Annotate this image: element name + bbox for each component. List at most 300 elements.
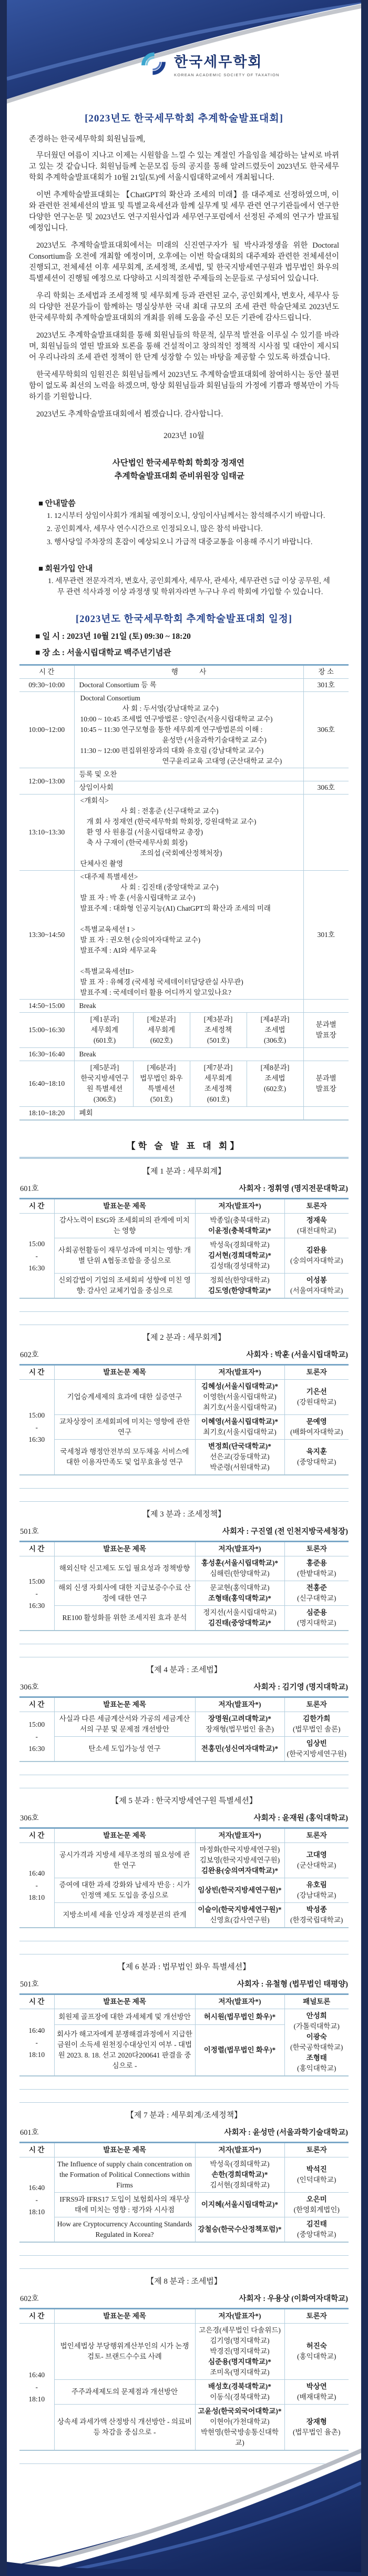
paper-title: 주주과세제도의 문제점과 개선방안 (54, 2380, 195, 2405)
paper-title: 법인세법상 부당행위계산부인의 시가 논쟁 검토- 브랜드수수료 사례 (54, 2324, 195, 2380)
schedule-event-line: 개 회 사 정재연 (한국세무학회 학회장, 강원대학교 교수) (86, 818, 257, 826)
letter-paragraph: 2023년도 추계학술발표대회를 통해 회원님들의 학문적, 실무적 발전을 이루실 수 있기를 바라며, 회원님들의 열띤 발표와 토론을 통해 건설적이고 창의적인 정책적 시사점 및 대안이 제시되어 우리나라의 조세 관련 정책이 한 단계 성장할 수 있는 바탕을 제공할 수 있도록 하겠습니다. (29, 331, 339, 362)
schedule-col-header: 행 사 (74, 665, 303, 679)
author: 이혜영(서울시립대학교)* (201, 1418, 279, 1426)
session-block (7, 1508, 361, 1631)
session-col-header: 발표논문 제목 (54, 1697, 195, 1712)
conference-title: 【학 술 발 표 대 회】 (126, 1141, 242, 1151)
letter-date: 2023년 10월 (163, 432, 205, 440)
schedule-event-line: 사 회 : 전홍준 (신구대학교 교수) (120, 807, 219, 815)
author: 김보영(한국지방세연구원) (199, 1856, 280, 1864)
schedule-room: 306호 (303, 781, 349, 795)
header-banner (7, 0, 361, 105)
letter-paragraph: 이번 추계학술발표대회는 【ChatGPT의 확산과 조세의 미래】를 대주제로 선정하였으며, 이와 관련한 전체세션의 발표 및 특별교육세션과 함께 실무계 및 세무 관련 연구기관들에서 연구한 다양한 연구논문 및 2023년도 연구지원사업과 세무연구포럼에서 선정된 주제의 연구가 발표될 예정입니다. (29, 191, 339, 232)
paper-row (19, 2193, 349, 2217)
discussant: 김진태 (중앙대학교) (284, 2217, 349, 2243)
author: 김도영(한양대학교)* (208, 1287, 272, 1295)
paper-title: 감사노력이 ESG와 조세회피의 관계에 미치는 영향 (54, 1214, 195, 1238)
schedule-event-line: 발 표 자 : 유혜경 (국세청 국세데이터담당관실 사무관) (80, 978, 243, 986)
discussant: 오은미 (한영회계법인) (284, 2193, 349, 2217)
letter-title: [2023년도 한국세무학회 추계학술발표대회] (85, 113, 283, 124)
session-header-row (19, 2143, 349, 2157)
session-moderator: 사회자 : 박훈 (서울시립대학교) (246, 1351, 348, 1359)
society-name: 한국세무학회 (174, 54, 263, 70)
sessions-container (7, 1165, 361, 2464)
discussant: 허진숙 (홍익대학교) (284, 2324, 349, 2380)
author: 박현영(한국방송통신대학교) (201, 2428, 279, 2447)
paper-authors (195, 1440, 284, 1475)
session-table (19, 1827, 349, 1928)
session-table (19, 1696, 349, 1762)
author: 정희선(한양대학교) (210, 1276, 270, 1284)
session-time: 16:40 - 18:10 (19, 2324, 54, 2451)
paper-row (19, 1440, 349, 1475)
author: 홍성훈(서울시립대학교)* (201, 1559, 279, 1567)
letter-paragraphs (7, 150, 361, 420)
schedule-track: [제1분과] 세무회계 (601호) (77, 1013, 134, 1047)
session-block (7, 2275, 361, 2451)
schedule-row (19, 795, 349, 871)
paper-row (19, 1238, 349, 1274)
schedule-event-line: 사 회 : 두서영(강남대학교 교수) (122, 705, 219, 712)
paper-authors (195, 2380, 284, 2405)
paper-row (19, 1712, 349, 1737)
author: 김성태(경성대학교) (210, 1262, 270, 1270)
session-table (19, 2308, 349, 2451)
session-header-row (19, 1697, 349, 1712)
author: 심해린(한양대학교) (210, 1570, 270, 1577)
author: 이동식(경북대학교) (210, 2393, 270, 2401)
session-room: 501호 (20, 1528, 39, 1536)
schedule-room: 306호 (303, 692, 349, 768)
paper-authors (195, 2025, 284, 2076)
session-col-header: 시 간 (19, 2143, 54, 2157)
membership-section (7, 563, 361, 598)
author: 강철승(한국수산정책포럼)* (198, 2225, 282, 2233)
session-room: 602호 (20, 1351, 39, 1359)
author: 임상빈(한국지방세연구원)* (198, 1886, 282, 1894)
schedule-event-line: <특별교육세션II> (80, 968, 134, 975)
schedule-time: 13:10~13:30 (19, 795, 74, 871)
author: 최기호(서울시립대학교) (203, 1428, 277, 1436)
discussant: 유호림 (강남대학교) (284, 1878, 349, 1903)
session-moderator: 사회자 : 윤성만 (서울과학기술대학교) (224, 2129, 348, 2137)
author: 조형태(홍익대학교)* (208, 1594, 272, 1602)
discussant: 심준용 (명지대학교) (284, 1606, 349, 1631)
author: 심준용(명지대학교)* (208, 2358, 272, 2366)
session-room: 601호 (20, 2129, 39, 2137)
session-col-header: 토론자 (284, 2143, 349, 2157)
membership-item: 1. 세무관련 전문자격자, 변호사, 공인회계사, 세무사, 관세사, 세무관련 5급 이상 공무원, 세무 관련 석사과정 이상 과정생 및 학위자라면 누구나 우리 학회에 가입할 수 있습니다. (48, 577, 330, 596)
author: 이현아(가천대학교) (210, 2418, 270, 2426)
schedule-event-line: 11:30 ~ 12:00 편집위원장과의 대화 유호림 (강남대학교 교수) (80, 747, 264, 755)
session-col-header: 토론자 (284, 1542, 349, 1556)
schedule-room: 301호 (303, 679, 349, 692)
author: 배성호(경북대학교)* (208, 2382, 272, 2390)
schedule-room (303, 1000, 349, 1013)
schedule-event-line: 발표주제 : 대화형 인공지능(AI) ChatGPT의 확산과 조세의 미래 (80, 904, 271, 912)
paper-authors (195, 1843, 284, 1878)
schedule-track: [제2분과] 세무회계 (602호) (134, 1013, 190, 1047)
session-col-header: 발표논문 제목 (54, 1828, 195, 1843)
author: 고은경(세무법인 다솔위드) (199, 2326, 281, 2334)
session-col-header: 저자(발표자*) (195, 1365, 284, 1380)
notice-section (7, 497, 361, 548)
session-moderator: 사회자 : 우용상 (이화여자대학교) (239, 2295, 348, 2303)
paper-title: 증여에 대한 과세 강화와 납세자 반응 : 시가인정액 제도 도입을 중심으로 (54, 1878, 195, 1903)
author: 박준령(서원대학교) (210, 1463, 270, 1471)
paper-authors (195, 2324, 284, 2380)
schedule-track: [제4분과] 조세법 (306호) (260, 1015, 290, 1044)
session-time: 16:40 - 18:10 (19, 1843, 54, 1928)
session-header: 【제 1 분과 : 세무회계】 (142, 1167, 226, 1176)
schedule-event-line: 발표주제 : 국세데이터 활용 어디까지 알고있나요? (80, 989, 231, 996)
session-header: 【제 8 분과 : 조세법】 (146, 2277, 222, 2286)
paper-row (19, 1581, 349, 1606)
author: 이정렬(법무법인 화우)* (203, 2046, 276, 2054)
paper-row (19, 1737, 349, 1762)
author: 고윤성(한국외국어대학교)* (198, 2407, 282, 2415)
paper-title: IFRS9과 IFRS17 도입이 보험회사의 재무상태에 미치는 영향 : 평가와 시사점 (54, 2193, 195, 2217)
session-col-header: 토론자 (284, 1697, 349, 1712)
session-col-header: 저자(발표자*) (195, 1828, 284, 1843)
session-moderator: 사회자 : 유철형 (법무법인 태평양) (237, 1980, 348, 1989)
session-block (7, 1664, 361, 1762)
session-col-header: 저자(발표자*) (195, 2309, 284, 2324)
letter-paragraph: 한국세무학회의 임원진은 회원님들께서 2023년도 추계학술발표대회에 참여하시는 동안 불편함이 없도록 최선의 노력을 하겠으며, 항상 회원님들과 회원님들의 가정에 기쁨과 행복만이 가득하기를 기원합니다. (29, 371, 339, 401)
author: 선은교(강동대학교) (210, 1453, 270, 1461)
society-logo-icon (138, 48, 169, 79)
author: 전홍민(성신여자대학교)* (201, 1745, 279, 1753)
paper-authors (195, 2157, 284, 2193)
session-room: 501호 (20, 1980, 39, 1989)
paper-authors (195, 2405, 284, 2451)
author: 최기호(서울시립대학교) (203, 1403, 277, 1411)
author: 이영한(서울시립대학교) (203, 1393, 277, 1401)
author: 이윤정(충북대학교)* (208, 1227, 272, 1235)
session-col-header: 저자(발표자*) (195, 2143, 284, 2157)
letter-paragraph: 우리 학회는 조세법과 조세정책 및 세무회계 등과 관련된 교수, 공인회계사, 변호사, 세무사 등의 다양한 전문가들이 함께하는 명실상부한 국내 최대 규모의 조세 관련 학술단체로 2023년도 한국세무학회 추계학술발표대회의 개최를 위해 도움을 주신 모든 기관에 감사드립니다. (29, 292, 339, 322)
section-divider (19, 1775, 349, 1788)
schedule-track: [제3분과] 조세정책 (501호) (190, 1013, 247, 1047)
session-header: 【제 3 분과 : 조세정책】 (142, 1510, 226, 1519)
letter-paragraph: 2023년도 추계학술발표대회에서 뵙겠습니다. 감사합니다. (36, 410, 223, 419)
schedule-event-line: <개회식> (80, 797, 109, 805)
schedule-datetime: ■ 일 시 : 2023년 10월 21일 (토) 09:30 ~ 18:20 (35, 632, 191, 641)
discussant: 기은선 (강원대학교) (284, 1380, 349, 1415)
session-col-header: 패널토론 (284, 1994, 349, 2009)
schedule-event-line: <대주제 특별세션> (80, 873, 138, 881)
society-logo-text (174, 50, 280, 77)
schedule-room (303, 1107, 349, 1121)
session-table (19, 1364, 349, 1475)
paper-row (19, 2009, 349, 2025)
session-col-header: 토론자 (284, 2309, 349, 2324)
paper-row (19, 1903, 349, 1928)
schedule-event: 등록 및 오찬 (74, 768, 303, 781)
paper-title: 사회공헌활동이 재무성과에 미치는 영향: 개별 단위 A협동조합을 중심으로 (54, 1238, 195, 1274)
discussant: 박성종 (한경국립대학교) (284, 1903, 349, 1928)
letter-paragraph: 무더웠던 여름이 지나고 이제는 시원함을 느낄 수 있는 계절인 가을임을 체감하는 날씨로 바뀌고 있는 것 같습니다. 회원님들께 논문모집 등의 공지를 통해 알려드렸듯이 2023년도 한국세무학회 추계학술발표대회가 10월 21일(토)에 서울시립대학교에서 개최됩니다. (29, 151, 339, 182)
schedule-table-body (19, 665, 349, 1121)
author: 박종일(충북대학교) (210, 1216, 270, 1224)
schedule-room (303, 795, 349, 871)
letter-greeting: 존경하는 한국세무학회 회원님들께, (29, 135, 145, 144)
discussant: 임상빈 (한국지방세연구원) (284, 1737, 349, 1762)
schedule-col-header: 장 소 (303, 665, 349, 679)
author: 김기영(명지대학교) (210, 2337, 270, 2345)
schedule-event-line: 환 영 사 원용걸 (서울시립대학교 총장) (86, 828, 203, 836)
schedule-row (19, 1061, 349, 1107)
schedule-event (74, 692, 303, 768)
signature-line-chair: 추계학술발표대회 준비위원장 임태균 (114, 472, 244, 481)
schedule-table (19, 664, 349, 1121)
schedule-event: Doctoral Consortium 등 록 (74, 679, 303, 692)
session-moderator: 사회자 : 김기영 (명지대학교) (253, 1683, 348, 1692)
session-block (7, 1795, 361, 1928)
section-divider (19, 1941, 349, 1954)
paper-title: The Influence of supply chain concentration on the Formation of Political Connections within Firms (54, 2157, 195, 2193)
paper-row (19, 2324, 349, 2380)
society-logo (138, 48, 280, 79)
session-block (7, 2109, 361, 2243)
session-header: 【제 4 분과 : 조세법】 (146, 1666, 222, 1674)
signature-block (7, 456, 361, 483)
author: 박성욱(경희대학교) (210, 1241, 270, 1249)
paper-authors (195, 2009, 284, 2025)
session-table (19, 1993, 349, 2076)
schedule-event-line: 10:00 ~ 10:45 조세법 연구방법론 : 양인준(서울시립대학교 교수) (80, 715, 273, 723)
session-table (19, 1541, 349, 1631)
schedule-row (19, 871, 349, 1000)
membership-title: ■ 회원가입 안내 (38, 565, 93, 573)
schedule-event: Break (74, 1000, 303, 1013)
author: 김서현(경희대학교)* (208, 1251, 272, 1259)
schedule-row (19, 1048, 349, 1061)
paper-row (19, 2217, 349, 2243)
session-room: 306호 (20, 1683, 39, 1692)
discussant: 전홍준 (신구대학교) (284, 1581, 349, 1606)
session-room: 306호 (20, 1814, 39, 1822)
paper-row (19, 1415, 349, 1440)
paper-title: How are Cryptocurrency Accounting Standards Regulated in Korea? (54, 2217, 195, 2243)
author: 박경진(명지대학교) (210, 2347, 270, 2355)
paper-row (19, 1380, 349, 1415)
schedule-event-line: Doctoral Consortium (80, 694, 140, 702)
section-divider (19, 1488, 349, 1502)
session-col-header: 저자(발표자*) (195, 1697, 284, 1712)
schedule-track: [제7분과] 세무회계 조세정책 (601호) (190, 1061, 247, 1106)
session-col-header: 시 간 (19, 1994, 54, 2009)
author: 허시원(법무법인 화우)* (203, 2012, 276, 2021)
paper-title: 공시가격과 지방세 세무조정의 필요성에 관한 연구 (54, 1843, 195, 1878)
session-table (19, 2142, 349, 2243)
section-divider (19, 2255, 349, 2269)
schedule-time: 14:50~15:00 (19, 1000, 74, 1013)
author: 변정희(단국대학교)* (208, 1442, 272, 1450)
paper-row (19, 1274, 349, 1299)
schedule-time: 10:00~12:00 (19, 692, 74, 768)
author: 마정화(한국지방세연구원) (199, 1846, 280, 1854)
paper-row (19, 2157, 349, 2193)
schedule-event-line: 단체사진 촬영 (80, 860, 124, 868)
schedule-col-header: 시 간 (19, 665, 74, 679)
paper-title: 해외 신생 자회사에 대한 지급보증수수료 산정에 대한 연구 (54, 1581, 195, 1606)
schedule-event: 폐회 (74, 1107, 303, 1121)
session-col-header: 토론자 (284, 1828, 349, 1843)
session-header: 【제 5 분과 : 한국지방세연구원 특별세션】 (111, 1797, 257, 1805)
paper-row (19, 1556, 349, 1581)
session-time: 16:40 - 18:10 (19, 2157, 54, 2243)
schedule-time: 12:00~13:00 (19, 768, 74, 795)
signature-line-president: 사단법인 한국세무학회 학회장 정재연 (112, 459, 244, 467)
session-col-header: 저자(발표자*) (195, 1994, 284, 2009)
author: 문교현(홍익대학교) (210, 1584, 270, 1592)
discussant: 문예영 (배화여자대학교) (284, 1415, 349, 1440)
session-moderator: 사회자 : 구진열 (전 인천지방국세청장) (222, 1528, 348, 1536)
author: 김혜성(서울시립대학교)* (201, 1382, 279, 1390)
schedule-room: 분과별 발표장 (303, 1061, 349, 1107)
schedule-row (19, 1000, 349, 1013)
session-room: 601호 (20, 1185, 39, 1193)
paper-authors (195, 2193, 284, 2217)
session-header: 【제 7 분과 : 세무회계/조세정책】 (126, 2111, 242, 2120)
paper-title: 지방소비세 세율 인상과 재정분권의 관계 (54, 1903, 195, 1928)
paper-authors (195, 1903, 284, 1928)
schedule-time: 15:00~16:30 (19, 1013, 74, 1048)
session-col-header: 시 간 (19, 1365, 54, 1380)
session-col-header: 발표논문 제목 (54, 1365, 195, 1380)
document-page (7, 0, 361, 2576)
paper-authors (195, 1712, 284, 1737)
schedule-time: 18:10~18:20 (19, 1107, 74, 1121)
schedule-row (19, 1107, 349, 1121)
paper-title: 교차상장이 조세회피에 미치는 영향에 관한 연구 (54, 1415, 195, 1440)
document-content (7, 110, 361, 2576)
schedule-row (19, 1013, 349, 1048)
footer-wave-graphic (7, 2447, 361, 2576)
author: 조미옥(명지대학교) (210, 2368, 270, 2376)
schedule-venue: ■ 장 소 : 서울시립대학교 백주년기념관 (35, 648, 171, 657)
schedule-time: 13:30~14:50 (19, 871, 74, 1000)
session-header-row (19, 1542, 349, 1556)
session-moderator: 사회자 : 윤재원 (홍익대학교) (253, 1814, 348, 1822)
schedule-header-row (19, 665, 349, 679)
session-block (7, 1961, 361, 2076)
discussant: 고대영 (군산대학교) (284, 1843, 349, 1878)
schedule-parallel-tracks (74, 1013, 303, 1048)
paper-authors (195, 1878, 284, 1903)
schedule-event (74, 795, 303, 871)
paper-authors (195, 2217, 284, 2243)
session-col-header: 저자(발표자*) (195, 1542, 284, 1556)
schedule-event-line: 10:45 ~ 11:30 연구모형을 통한 세무회계 연구방법론의 이해 : (80, 726, 263, 734)
session-col-header: 발표논문 제목 (54, 1994, 195, 2009)
author: 손한(경희대학교)* (211, 2171, 268, 2178)
schedule-event (74, 871, 303, 1000)
session-col-header: 토론자 (284, 1365, 349, 1380)
author: 김완용(숭의여자대학교)* (201, 1867, 279, 1875)
paper-title: 회사가 해고자에게 분쟁해결과정에서 지급한 금원이 소득세 원천징수대상인지 여부 - 대법원 2023. 8. 18. 선고 2020다200641 판결을 중심으로 - (54, 2025, 195, 2076)
section-divider (19, 2089, 349, 2103)
author: 장명원(고려대학교)* (208, 1715, 272, 1723)
session-moderator: 사회자 : 정휘영 (명지전문대학교) (239, 1185, 348, 1193)
session-header-row (19, 1994, 349, 2009)
session-header-row (19, 2309, 349, 2324)
paper-authors (195, 1415, 284, 1440)
schedule-event: 상임이사회 (74, 781, 303, 795)
session-header: 【제 2 분과 : 세무회계】 (142, 1333, 226, 1342)
schedule-event-line: <특별교육세션 I > (80, 925, 136, 933)
schedule-row (19, 768, 349, 781)
paper-title: 국세청과 행정안전부의 모두채움 서비스에 대한 이용자만족도 및 업무효율성 연구 (54, 1440, 195, 1475)
paper-authors (195, 1380, 284, 1415)
schedule-time: 09:30~10:00 (19, 679, 74, 692)
schedule-event-line: 조의섭 (국회예산정책처장) (140, 849, 222, 857)
paper-row (19, 1606, 349, 1631)
paper-authors (195, 1606, 284, 1631)
notice-item: 1. 12시부터 상임이사회가 개최될 예정이오니, 상임이사님께서는 참석해주시기 바랍니다. (47, 512, 325, 520)
schedule-room (303, 768, 349, 781)
discussant: 정재욱 (대전대학교) (284, 1214, 349, 1238)
panel-discussants: 안성희 (가톨릭대학교) 이광숙 (한국공학대학교) 조형태 (홍익대학교) (284, 2009, 349, 2076)
schedule-event-line: 발 표 자 : 권오현 (숭의여자대학교 교수) (80, 936, 201, 944)
schedule-time: 16:30~16:40 (19, 1048, 74, 1061)
session-col-header: 시 간 (19, 1199, 54, 1214)
discussant: 김한가희 (법무법인 솔론) (284, 1712, 349, 1737)
schedule-row (19, 679, 349, 692)
schedule-room (303, 1048, 349, 1061)
author: 이슬이(한국지방세연구원)* (198, 1906, 282, 1913)
session-table (19, 1198, 349, 1299)
paper-title: RE100 활성화를 위한 조세지원 효과 분석 (54, 1606, 195, 1631)
schedule-track: [제8분과] 조세법 (602호) (260, 1064, 290, 1093)
discussant: 홍준용 (한밭대학교) (284, 1556, 349, 1581)
schedule-event-line: 발 표 자 : 박 훈 (서울시립대학교 교수) (80, 894, 196, 902)
schedule-room: 301호 (303, 871, 349, 1000)
schedule-event-line: 윤성만 (서울과학기술대학교 교수) (162, 736, 267, 744)
paper-title: 회원제 골프장에 대한 과세체계 및 개선방안 (54, 2009, 195, 2025)
session-col-header: 발표논문 제목 (54, 2309, 195, 2324)
session-col-header: 시 간 (19, 1542, 54, 1556)
session-time: 15:00 - 16:30 (19, 1380, 54, 1475)
section-divider (19, 1311, 349, 1325)
discussant: 김완용 (숭의여자대학교) (284, 1238, 349, 1274)
schedule-track: [제5분과] 한국지방세연구 원 특별세션 (306호) (77, 1061, 134, 1106)
schedule-event: Break (74, 1048, 303, 1061)
schedule-track: [제6분과] 법무법인 화우 특별세션 (501호) (134, 1061, 190, 1106)
session-time: 15:00 - 16:30 (19, 1556, 54, 1631)
schedule-time: 16:40~18:10 (19, 1061, 74, 1107)
session-time: 16:40 - 18:10 (19, 2009, 54, 2076)
letter-paragraph: 2023년도 추계학술발표대회에서는 미래의 신진연구자가 될 박사과정생을 위한 Doctoral Consortium을 오전에 개최할 예정이며, 오후에는 이번 학술대회의 대주제와 관련한 전체세션이 진행되고, 전체세션 이후 세무회계, 조세정책, 조세법, 및 한국지방세연구원과 법무법인 화우의 특별세션이 진행될 예정으로 다양하고 시의적절한 주제들의 논문들로 구성되어 있습니다. (29, 241, 339, 283)
paper-row (19, 1214, 349, 1238)
paper-authors (195, 1581, 284, 1606)
session-block (7, 1331, 361, 1475)
schedule-title: [2023년도 한국세무학회 추계학술발표대회 일정] (76, 614, 292, 625)
session-header-row (19, 1199, 349, 1214)
paper-title: 기업승계세제의 효과에 대한 실증연구 (54, 1380, 195, 1415)
discussant: 박상연 (배재대학교) (284, 2380, 349, 2405)
paper-row (19, 2380, 349, 2405)
schedule-parallel-tracks (74, 1061, 303, 1107)
author: 이지혜(서울시립대학교)* (201, 2201, 279, 2208)
society-subtitle: KOREAN ACADEMIC SOCIETY OF TAXATION (174, 72, 280, 77)
paper-authors (195, 1214, 284, 1238)
session-time: 15:00 - 16:30 (19, 1214, 54, 1299)
discussant: 장재형 (법무법인 율촌) (284, 2405, 349, 2451)
paper-title: 사실과 다른 세금계산서와 가공의 세금계산서의 구분 및 문제점 개선방안 (54, 1712, 195, 1737)
